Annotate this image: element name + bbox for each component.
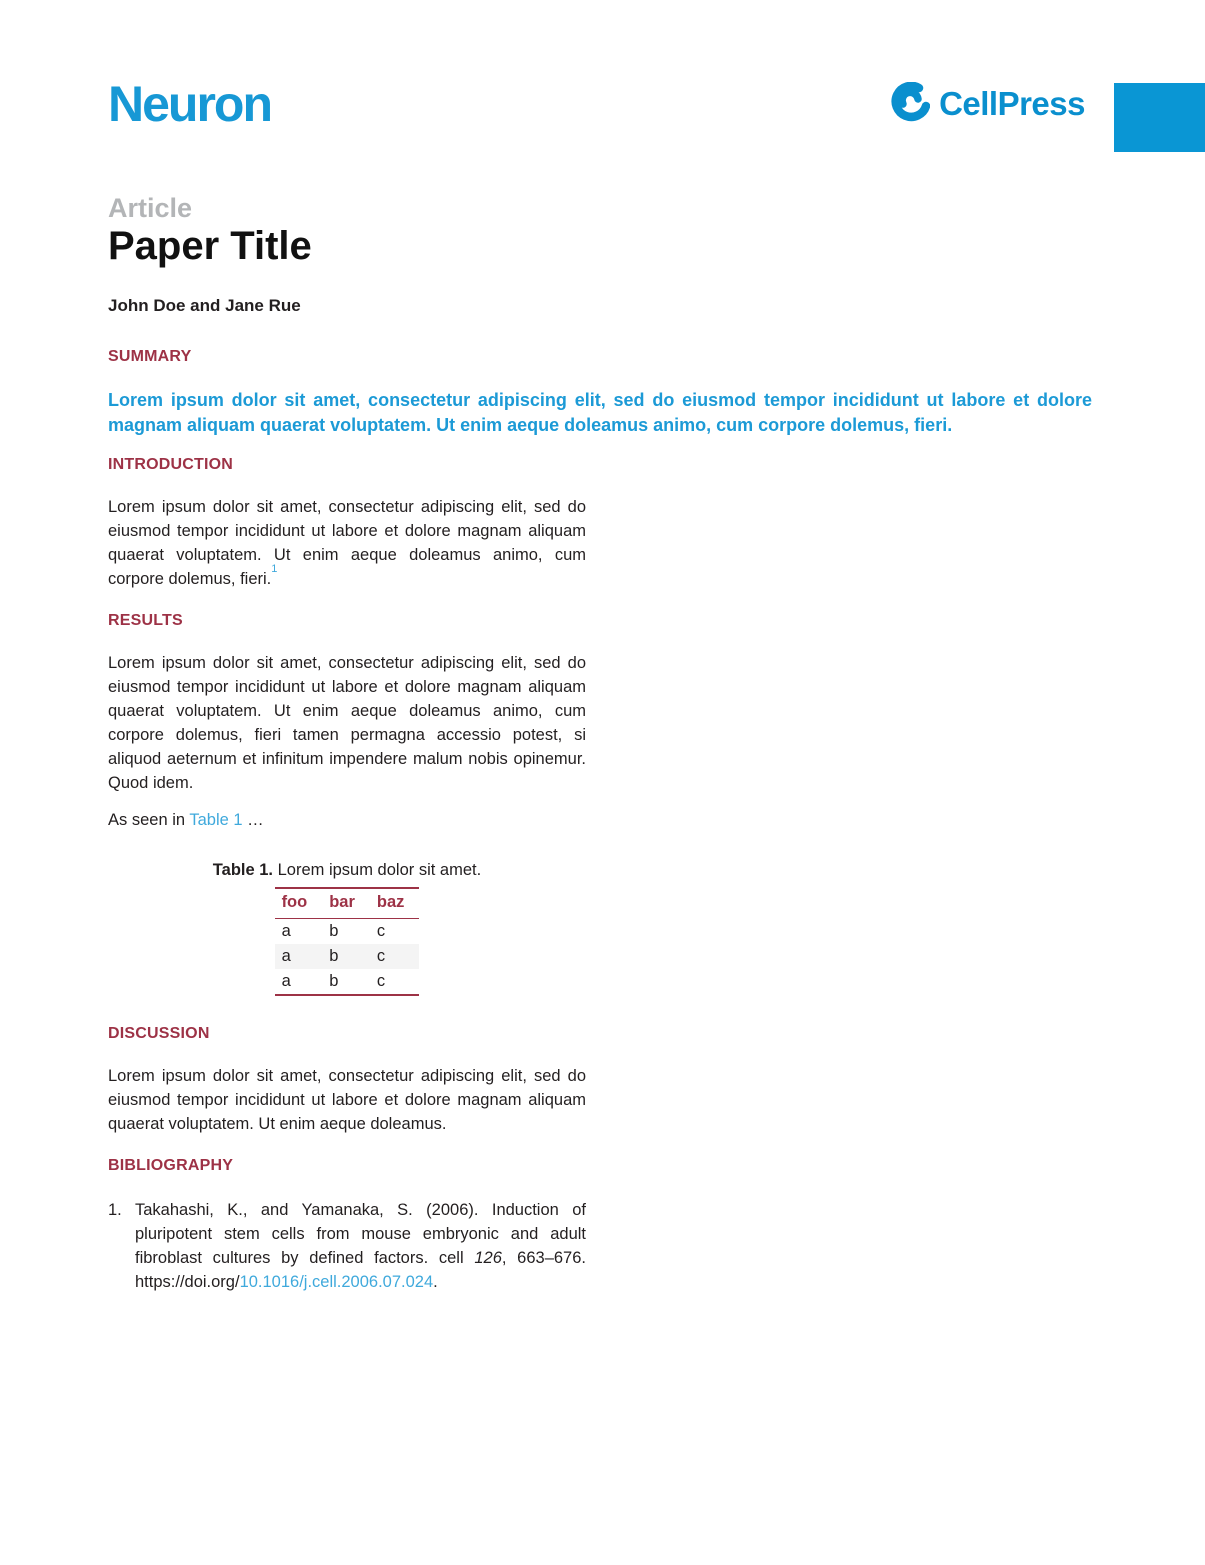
author-line: John Doe and Jane Rue xyxy=(108,296,301,315)
publisher-logo-text: CellPress xyxy=(939,85,1085,122)
reference-text-mid: , 663–676. https://doi.org/ xyxy=(135,1249,586,1291)
column-header: foo xyxy=(275,888,323,919)
table-1-block xyxy=(108,859,586,996)
table-row xyxy=(275,919,420,945)
data-table xyxy=(275,887,420,996)
article-content xyxy=(0,194,1205,1294)
table-caption xyxy=(108,859,586,881)
table-reference-line xyxy=(108,808,586,832)
journal-logo: Neuron xyxy=(108,76,271,132)
reference-volume: 126 xyxy=(474,1249,502,1267)
table-cell: b xyxy=(322,969,370,995)
discussion-heading: DISCUSSION xyxy=(108,1025,210,1042)
summary-heading: SUMMARY xyxy=(108,348,192,365)
column-header: bar xyxy=(322,888,370,919)
table-row xyxy=(275,969,420,995)
table-cell: b xyxy=(329,947,339,965)
introduction-text: Lorem ipsum dolor sit amet, consectetur adipiscing elit, sed do eiusmod tempor incididunt ut labore et dolore magnam aliquam quaerat voluptatem. Ut enim aeque doleamus animo, cum corpore dolemus, fieri. xyxy=(108,498,586,588)
cellpress-swirl-icon xyxy=(890,82,930,127)
summary-text: Lorem ipsum dolor sit amet, consectetur adipiscing elit, sed do eiusmod tempor incididunt ut labore et dolore magnam aliquam quaerat voluptatem. Ut enim aeque doleamus animo, cum corpore dolemus, fieri. xyxy=(108,390,1092,435)
reference-text xyxy=(135,1198,586,1294)
results-heading: RESULTS xyxy=(108,612,183,629)
reference-text-end: . xyxy=(433,1273,438,1291)
table-caption-label: Table 1. xyxy=(212,861,274,879)
publisher-logo xyxy=(890,82,1085,127)
article-kicker: Article xyxy=(108,193,193,223)
table-cell: a xyxy=(281,947,291,965)
footnote-reference-link[interactable]: 1 xyxy=(271,562,278,575)
table-1-link[interactable]: Table 1 xyxy=(189,811,243,829)
introduction-heading: INTRODUCTION xyxy=(108,456,234,473)
doi-link[interactable]: 10.1016/j.cell.2006.07.024 xyxy=(239,1273,434,1291)
table-caption-text: Lorem ipsum dolor sit amet. xyxy=(273,861,482,879)
reference-item xyxy=(108,1198,586,1294)
column-header: baz xyxy=(370,888,420,919)
reference-text-start: Takahashi, K., and Yamanaka, S. (2006). Induction of pluripotent stem cells from mouse embryonic and adult fibroblast cultures by defined factors. cell xyxy=(135,1201,586,1267)
see-suffix: … xyxy=(242,811,264,829)
table-header-row xyxy=(275,888,420,919)
table-cell: b xyxy=(329,922,339,940)
page-title: Paper Title xyxy=(108,224,312,268)
reference-number: 1. xyxy=(108,1201,122,1219)
table-cell: c xyxy=(370,969,420,995)
table-cell: a xyxy=(281,922,291,940)
corner-banner xyxy=(1114,83,1205,152)
table-cell: a xyxy=(275,969,323,995)
table-row xyxy=(275,944,420,969)
page-header xyxy=(0,0,1205,132)
results-paragraph: Lorem ipsum dolor sit amet, consectetur adipiscing elit, sed do eiusmod tempor incididunt ut labore et dolore magnam aliquam quaerat voluptatem. Ut enim aeque doleamus animo, cum corpore dolemus, fieri tamen permagna accessio potest, si aliquod aeternum et infinitum impendere malum nobis opinemur. Quod idem. xyxy=(108,654,586,792)
discussion-paragraph: Lorem ipsum dolor sit amet, consectetur adipiscing elit, sed do eiusmod tempor incididunt ut labore et dolore magnam aliquam quaerat voluptatem. Ut enim aeque doleamus. xyxy=(108,1067,586,1133)
introduction-paragraph xyxy=(108,495,586,591)
bibliography-heading: BIBLIOGRAPHY xyxy=(108,1157,234,1174)
see-prefix: As seen in xyxy=(108,811,190,829)
table-cell: c xyxy=(376,947,386,965)
table-cell: c xyxy=(376,922,386,940)
